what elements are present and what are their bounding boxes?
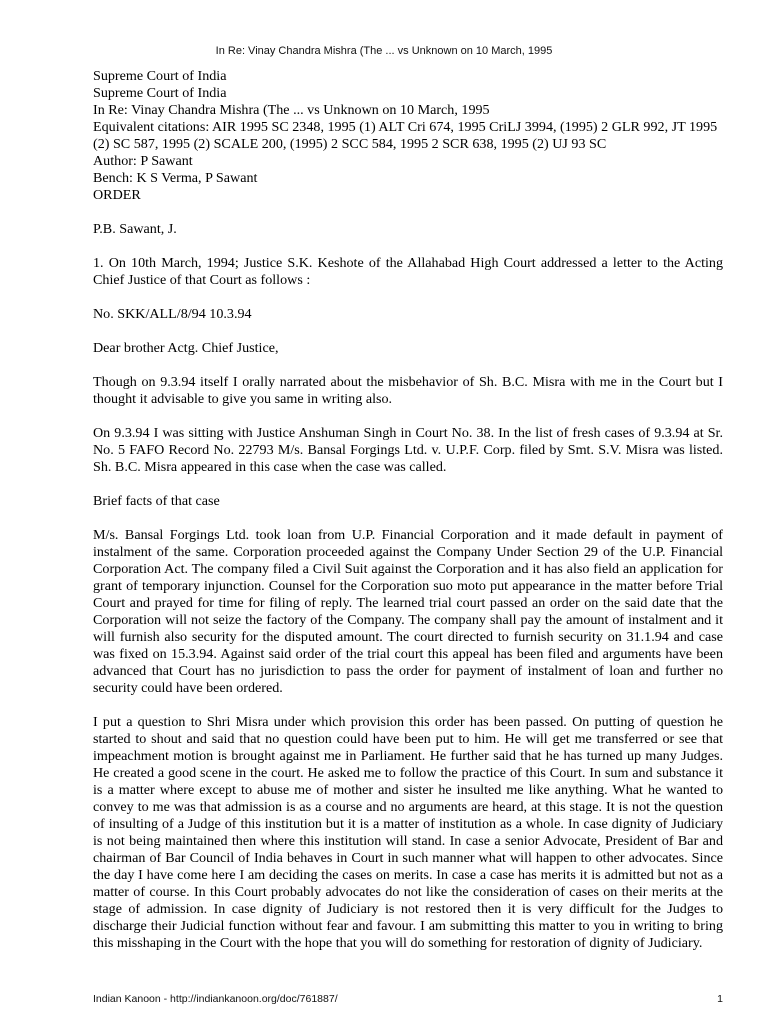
case-title: In Re: Vinay Chandra Mishra (The ... vs Unknown on 10 March, 1995 <box>93 102 490 118</box>
letter-salutation: Dear brother Actg. Chief Justice, <box>93 340 279 356</box>
letter-reference: No. SKK/ALL/8/94 10.3.94 <box>93 306 252 322</box>
letter-paragraph-4: I put a question to Shri Misra under which provision this order has been passed. On putting of question he started to shout and said that no question could have been put to him. He will get me transferred or see that impeachment motion is brought against me in Parliament. He further said that he has turned up many Judges. He created a good scene in the court. He asked me to follow the practice of this Court. In sum and substance it is a matter where except to abuse me of mother and sister he insulted me like anything. What he wanted to convey to me was that admission is as a course and no arguments are heard, at this stage. It is not the question of insulting of a Judge of this institution but it is a matter of institution as a whole. In case dignity of Judiciary is not being maintained then where this institution will stand. In case a senior Advocate, President of Bar and chairman of Bar Council of India behaves in Court in such manner what will happen to other advocates. Since the day I have come here I am deciding the cases on merits. In case a case has merits it is admitted but not as a matter of course. In this Court probably advocates do not like the consideration of cases on their merits at the stage of admission. In case dignity of Judiciary is not restored then it is very difficult for the Judges to discharge their Judicial function without fear and favour. I am submitting this matter to you in writing to bring this misshaping in the Court with the hope that you will do something for restoration of dignity of Judiciary. <box>93 714 723 951</box>
document-body <box>93 68 723 952</box>
letter-paragraph-1: Though on 9.3.94 itself I orally narrated about the misbehavior of Sh. B.C. Misra with me in the Court but I thought it advisable to give you same in writing also. <box>93 374 723 407</box>
section-heading-brief-facts: Brief facts of that case <box>93 493 220 509</box>
bench-line: Bench: K S Verma, P Sawant <box>93 170 258 186</box>
paragraph-1: 1. On 10th March, 1994; Justice S.K. Keshote of the Allahabad High Court addressed a letter to the Acting Chief Justice of that Court as follows : <box>93 255 723 288</box>
author-line: Author: P Sawant <box>93 153 193 169</box>
equivalent-citations: Equivalent citations: AIR 1995 SC 2348, 1995 (1) ALT Cri 674, 1995 CriLJ 3994, (1995) 2 GLR 992, JT 1995 (2) SC 587, 1995 (2) SCALE 200, (1995) 2 SCC 584, 1995 2 SCR 638, 1995 (2) UJ 93 SC <box>93 119 718 152</box>
page-number: 1 <box>717 993 723 1005</box>
court-name: Supreme Court of India <box>93 68 227 84</box>
footer-source: Indian Kanoon - http://indiankanoon.org/doc/761887/ <box>93 993 338 1005</box>
court-name-repeat: Supreme Court of India <box>93 85 227 101</box>
letter-paragraph-2: On 9.3.94 I was sitting with Justice Anshuman Singh in Court No. 38. In the list of fresh cases of 9.3.94 at Sr. No. 5 FAFO Record No. 22793 M/s. Bansal Forgings Ltd. v. U.P.F. Corp. filed by Smt. S.V. Misra was listed. Sh. B.C. Misra appeared in this case when the case was called. <box>93 425 723 475</box>
running-header: In Re: Vinay Chandra Mishra (The ... vs Unknown on 10 March, 1995 <box>215 45 553 57</box>
page-footer <box>93 993 723 1006</box>
order-heading: ORDER <box>93 187 141 203</box>
letter-paragraph-3: M/s. Bansal Forgings Ltd. took loan from U.P. Financial Corporation and it made default in payment of instalment of the same. Corporation proceeded against the Company Under Section 29 of the U.P. Financial Corporation Act. The company filed a Civil Suit against the Corporation and it has also field an application for grant of temporary injunction. Counsel for the Corporation suo moto put appearance in the matter before Trial Court and prayed for time for filing of reply. The learned trial court passed an order on the said date that the Corporation will not seize the factory of the Company. The company shall pay the amount of instalment and it will furnish also security for the disputed amount. The court directed to furnish security on 31.1.94 and case was fixed on 15.3.94. Against said order of the trial court this appeal has been filed and arguments have been advanced that Court has no jurisdiction to pass the order for payment of instalment of loan and further no security could have been ordered. <box>93 527 723 696</box>
judge-name: P.B. Sawant, J. <box>93 221 177 237</box>
